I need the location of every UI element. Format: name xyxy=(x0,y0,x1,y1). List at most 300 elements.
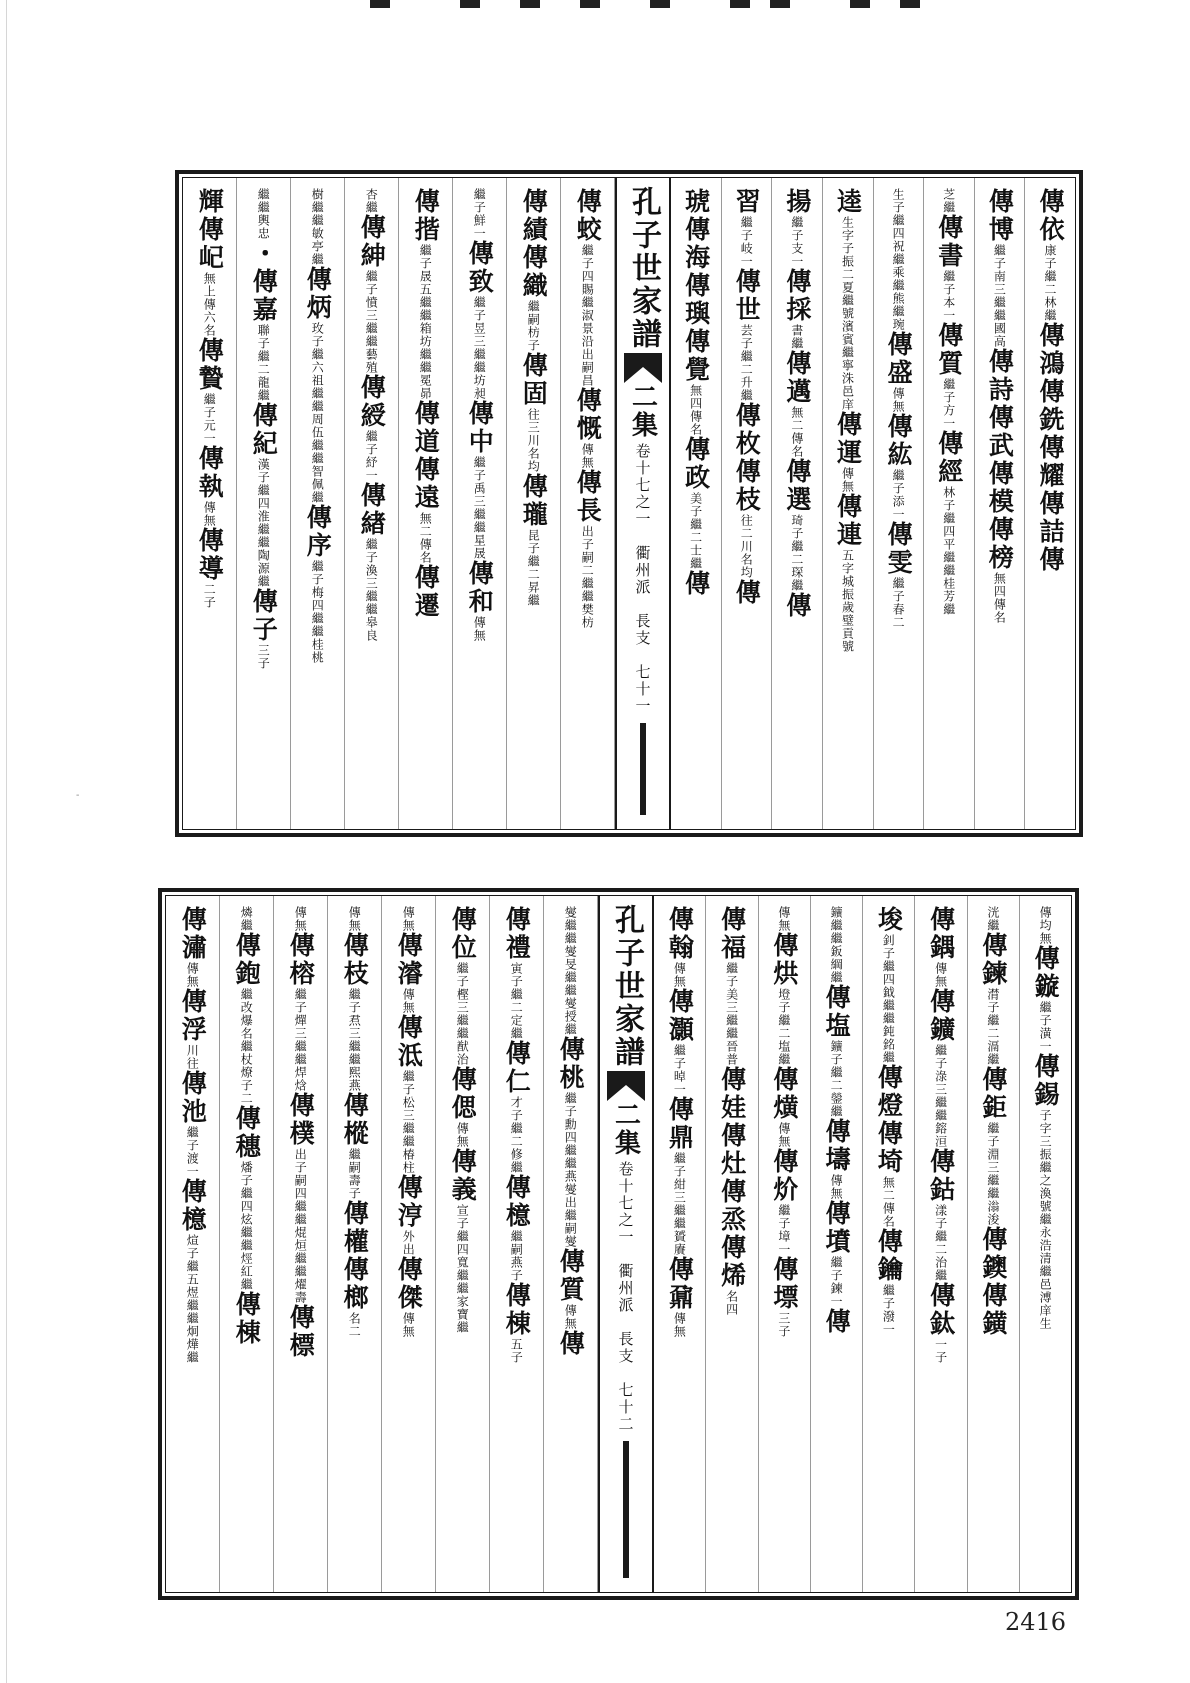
annotation-note: 傳名 xyxy=(789,432,804,458)
name-glyph: 傳 xyxy=(394,1174,424,1202)
name-glyph: 傳 xyxy=(822,984,852,1012)
name-glyph: 績 xyxy=(519,216,549,244)
annotation-note: 琛繼 xyxy=(789,566,804,592)
annotation-note: 繼繼 xyxy=(672,1204,687,1230)
annotation-note: 燎子 xyxy=(239,1066,254,1092)
genealogy-column xyxy=(722,178,773,829)
annotation-note: 梅四 xyxy=(310,586,325,612)
genealogy-entry xyxy=(395,906,423,1338)
annotation-note: 猷治 xyxy=(455,1040,470,1066)
annotation-note: 子振 xyxy=(840,242,855,268)
name-glyph: 燈 xyxy=(874,1092,904,1120)
annotation-note: 無四 xyxy=(992,572,1007,598)
name-glyph: 灶 xyxy=(717,1150,747,1178)
annotation-note: 繼子 xyxy=(472,456,487,482)
name-glyph: 詩 xyxy=(985,376,1015,404)
annotation-note: 祝繼 xyxy=(891,240,906,266)
name-glyph: 樸 xyxy=(286,1120,316,1148)
genealogy-column xyxy=(328,896,382,1592)
name-glyph: 銑 xyxy=(1035,406,1065,434)
name-glyph: 枝 xyxy=(732,486,762,514)
annotation-note: 龍繼 xyxy=(256,376,271,402)
name-glyph: ・ xyxy=(249,240,279,268)
annotation-note: 康子 xyxy=(1042,244,1057,270)
name-glyph: 鉅 xyxy=(978,1094,1008,1122)
name-glyph: 傳 xyxy=(833,493,863,521)
annotation-note: 三子 xyxy=(776,1312,791,1338)
annotation-note: 繼二 xyxy=(739,350,754,376)
annotation-note: 繼永 xyxy=(1038,1213,1053,1239)
name-glyph: 傳 xyxy=(357,374,387,402)
name-glyph: 傳 xyxy=(502,1174,532,1202)
annotation-note: 紅繼 xyxy=(239,1265,254,1291)
name-glyph: 烘 xyxy=(769,960,799,988)
name-glyph: 覺 xyxy=(681,356,711,384)
genealogy-entry xyxy=(682,188,710,598)
name-glyph: 瓏 xyxy=(519,501,549,529)
annotation-note: 繼子 xyxy=(933,1044,948,1070)
annotation-note: 繼六 xyxy=(310,348,325,374)
annotation-note: 傳無 xyxy=(776,906,791,932)
annotation-note: 方一 xyxy=(941,404,956,430)
annotation-note: 無四 xyxy=(688,384,703,410)
genealogy-entry xyxy=(834,188,862,653)
annotation-note: 焄三 xyxy=(347,1014,362,1040)
name-glyph: 傳 xyxy=(681,216,711,244)
name-glyph: 質 xyxy=(934,350,964,378)
annotation-note: 繼子 xyxy=(881,1284,896,1310)
annotation-note: 繼子 xyxy=(455,962,470,988)
upper-columns-right xyxy=(671,178,1075,829)
name-glyph: 鴻 xyxy=(1035,350,1065,378)
annotation-note: 繼繼 xyxy=(347,1040,362,1066)
annotation-note: 繼寧 xyxy=(840,346,855,372)
name-glyph: 傳 xyxy=(681,436,711,464)
annotation-note: 繼子 xyxy=(1038,1001,1053,1027)
name-glyph: 傳 xyxy=(822,1200,852,1228)
name-glyph: 武 xyxy=(985,432,1015,460)
name-glyph: 傳 xyxy=(978,1282,1008,1310)
annotation-note: 繼四 xyxy=(881,960,896,986)
name-glyph: 揚 xyxy=(782,188,812,216)
name-glyph: 傳 xyxy=(465,240,495,268)
name-glyph: 傳 xyxy=(833,411,863,439)
name-glyph: 傳 xyxy=(556,1036,586,1064)
genealogy-entry xyxy=(250,188,278,670)
annotation-note: 芳繼 xyxy=(941,590,956,616)
name-glyph: 傳 xyxy=(769,1148,799,1176)
annotation-note: 美子 xyxy=(688,492,703,518)
name-glyph: 依 xyxy=(1035,216,1065,244)
annotation-note: 五字 xyxy=(840,549,855,575)
genealogy-column xyxy=(811,896,863,1592)
annotation-note: 繼杖 xyxy=(239,1040,254,1066)
name-glyph: 傳 xyxy=(717,1234,747,1262)
annotation-note: 繼子 xyxy=(185,1126,200,1152)
name-glyph: 傳 xyxy=(502,906,532,934)
annotation-note: 焊焓 xyxy=(293,1066,308,1092)
name-glyph: 傳 xyxy=(340,1092,370,1120)
annotation-note: 出繼 xyxy=(563,1196,578,1222)
annotation-note: 繼子 xyxy=(985,1122,1000,1148)
name-glyph: 緖 xyxy=(357,510,387,538)
top-page-remnant xyxy=(350,0,930,20)
name-glyph: 義 xyxy=(448,1176,478,1204)
annotation-note: 滃浚 xyxy=(985,1200,1000,1226)
annotation-note: 川名 xyxy=(739,540,754,566)
name-glyph: 仁 xyxy=(502,1068,532,1096)
name-glyph: 塩 xyxy=(822,1012,852,1040)
annotation-note: 椿柱 xyxy=(401,1148,416,1174)
name-glyph: 位 xyxy=(448,934,478,962)
name-glyph: 傳 xyxy=(465,560,495,588)
annotation-note: 琬 xyxy=(891,318,906,331)
name-glyph: 傳 xyxy=(884,413,914,441)
name-glyph: 傳 xyxy=(717,1178,747,1206)
annotation-note: 燁繼 xyxy=(185,1338,200,1364)
annotation-note: 繼四 xyxy=(256,484,271,510)
annotation-note: 繼繼 xyxy=(724,1014,739,1040)
annotation-note: 勳四 xyxy=(563,1118,578,1144)
stray-mark: - xyxy=(76,790,80,801)
annotation-note: 沿出 xyxy=(580,335,595,361)
annotation-note: 繼二 xyxy=(985,1014,1000,1040)
name-glyph: 埼 xyxy=(874,1148,904,1176)
annotation-note: 繼五 xyxy=(185,1260,200,1286)
name-glyph: 桃 xyxy=(556,1064,586,1092)
annotation-note: 繼繼 xyxy=(985,1174,1000,1200)
genealogy-column xyxy=(915,896,967,1592)
annotation-note: 嗣二 xyxy=(580,551,595,577)
genealogy-entry xyxy=(875,906,903,1336)
genealogy-entry xyxy=(358,188,386,642)
genealogy-entry xyxy=(718,906,746,1316)
annotation-note: 庠 xyxy=(840,398,855,411)
name-glyph: 傳 xyxy=(681,328,711,356)
annotation-note: 繼繼 xyxy=(364,322,379,348)
name-glyph: 紀 xyxy=(249,430,279,458)
annotation-note: 繼子 xyxy=(941,378,956,404)
genealogy-column xyxy=(490,896,544,1592)
annotation-note: 繼二 xyxy=(933,1230,948,1256)
name-glyph: 傳 xyxy=(978,1066,1008,1094)
annotation-note: 鑛子 xyxy=(829,1040,844,1066)
annotation-note: 繼桂 xyxy=(941,564,956,590)
annotation-note: 三子 xyxy=(256,644,271,670)
annotation-note: 繼繼 xyxy=(933,1096,948,1122)
name-glyph: 壔 xyxy=(822,1146,852,1174)
name-glyph: 紳 xyxy=(357,242,387,270)
annotation-note: 傳名 xyxy=(881,1202,896,1228)
name-glyph: 傳 xyxy=(782,592,812,620)
annotation-note: 授繼 xyxy=(563,1010,578,1036)
annotation-note: 淑景 xyxy=(580,309,595,335)
annotation-note: 五子 xyxy=(509,1338,524,1364)
name-glyph: 傳 xyxy=(340,1256,370,1284)
annotation-note: 繼智 xyxy=(310,452,325,478)
name-glyph: 傳 xyxy=(985,348,1015,376)
name-glyph: 傳 xyxy=(926,988,956,1016)
name-glyph: 偲 xyxy=(448,1094,478,1122)
genealogy-entry xyxy=(783,188,811,620)
annotation-note: 繼子 xyxy=(563,1092,578,1118)
annotation-note: 傳無 xyxy=(580,443,595,469)
genealogy-entry xyxy=(196,188,224,609)
genealogy-column xyxy=(975,178,1026,829)
annotation-note: 繼繼 xyxy=(455,1014,470,1040)
genealogy-entry xyxy=(304,188,332,664)
name-glyph: 榔 xyxy=(340,1284,370,1312)
annotation-note: 治繼 xyxy=(933,1256,948,1282)
annotation-note: 貢號 xyxy=(840,627,855,653)
annotation-note: 二夏 xyxy=(840,268,855,294)
genealogy-entry xyxy=(233,906,261,1347)
name-glyph: 傳 xyxy=(178,1070,208,1098)
name-glyph: 璵 xyxy=(681,300,711,328)
name-glyph: 傳 xyxy=(519,473,549,501)
fish-tail-ornament xyxy=(624,353,662,383)
annotation-note: 坊昶 xyxy=(472,374,487,400)
annotation-note: 繼周 xyxy=(310,400,325,426)
annotation-note: 傳無 xyxy=(401,906,416,932)
name-glyph: 墂 xyxy=(769,1284,799,1312)
annotation-note: 鎣繼 xyxy=(829,1092,844,1118)
genealogy-column xyxy=(772,178,823,829)
lower-columns-left xyxy=(166,896,598,1592)
name-glyph: 耀 xyxy=(1035,462,1065,490)
annotation-note: 無二 xyxy=(789,406,804,432)
name-glyph: 熿 xyxy=(769,1094,799,1122)
name-glyph: 序 xyxy=(303,532,333,560)
annotation-note: 傳無 xyxy=(776,1122,791,1148)
name-glyph: 傳 xyxy=(926,906,956,934)
annotation-note: 名四 xyxy=(724,1290,739,1316)
name-glyph: 涥 xyxy=(394,1202,424,1230)
name-glyph: 傳 xyxy=(665,988,695,1016)
genealogy-entry xyxy=(449,906,477,1334)
genealogy-column xyxy=(561,178,615,829)
annotation-note: 傳無 xyxy=(829,1174,844,1200)
name-glyph: 傳 xyxy=(502,1282,532,1310)
annotation-note: 二 xyxy=(239,1092,254,1105)
name-glyph: 傳 xyxy=(303,504,333,532)
annotation-note: 岐一 xyxy=(739,242,754,268)
annotation-note: 生字 xyxy=(840,216,855,242)
annotation-note: 繼二 xyxy=(509,988,524,1014)
annotation-note: 洸繼 xyxy=(985,906,1000,932)
name-glyph: 模 xyxy=(985,488,1015,516)
annotation-note: 燐繼 xyxy=(239,906,254,932)
name-glyph: 傳 xyxy=(519,352,549,380)
annotation-note: 繼號 xyxy=(840,294,855,320)
annotation-note: 繼繼 xyxy=(472,348,487,374)
annotation-note: 繼子 xyxy=(364,270,379,296)
annotation-note: 傳無 xyxy=(202,501,217,527)
name-glyph: 鐄 xyxy=(978,1310,1008,1338)
annotation-note: 繼四 xyxy=(455,1230,470,1256)
annotation-note: 二子 xyxy=(202,583,217,609)
annotation-note: 均 xyxy=(526,460,541,473)
name-glyph: 傳 xyxy=(178,1178,208,1206)
annotation-note: 乘繼 xyxy=(891,266,906,292)
name-glyph: 炳 xyxy=(303,294,333,322)
name-glyph: 傑 xyxy=(394,1284,424,1312)
genealogy-entry xyxy=(557,906,585,1358)
name-glyph: 標 xyxy=(286,1332,316,1360)
genealogy-column xyxy=(237,178,291,829)
genealogy-entry xyxy=(466,188,494,642)
annotation-note: 繼子 xyxy=(891,577,906,603)
annotation-note: 繼二 xyxy=(776,1014,791,1040)
genealogy-entry xyxy=(341,906,369,1338)
name-glyph: 傳 xyxy=(573,387,603,415)
name-glyph: 傳 xyxy=(249,402,279,430)
annotation-note: 傳無 xyxy=(563,1304,578,1330)
annotation-note: 繼改 xyxy=(239,988,254,1014)
name-glyph: 棟 xyxy=(232,1319,262,1347)
annotation-note: 嗣昌 xyxy=(580,361,595,387)
annotation-note: 渙號 xyxy=(1038,1187,1053,1213)
name-glyph: 傳 xyxy=(732,402,762,430)
genealogy-entry xyxy=(503,906,531,1364)
name-glyph: 傳 xyxy=(985,516,1015,544)
name-glyph: 世 xyxy=(732,296,762,324)
annotation-note: 書繼 xyxy=(789,324,804,350)
annotation-note: 繼子 xyxy=(724,962,739,988)
name-glyph: 子 xyxy=(249,616,279,644)
annotation-note: 繼嗣 xyxy=(347,1148,362,1174)
genealogy-column xyxy=(823,178,874,829)
annotation-note: 繼二 xyxy=(829,1066,844,1092)
name-glyph: 輝 xyxy=(195,188,225,216)
name-glyph: 棟 xyxy=(502,1310,532,1338)
name-glyph: 傳 xyxy=(822,1308,852,1336)
name-glyph: 榕 xyxy=(286,960,316,988)
genealogy-entry xyxy=(412,188,440,620)
name-glyph: 傳 xyxy=(985,188,1015,216)
name-glyph: 鉋 xyxy=(232,960,262,988)
annotation-note: 均 xyxy=(739,566,754,579)
fish-tail-ornament xyxy=(607,1071,645,1101)
name-glyph: 福 xyxy=(717,934,747,962)
name-glyph: 傳 xyxy=(232,932,262,960)
annotation-note: 輿忠 xyxy=(256,214,271,240)
annotation-note: 歲璧 xyxy=(840,601,855,627)
annotation-note: 繼繼 xyxy=(310,612,325,638)
annotation-note: 紓一 xyxy=(364,456,379,482)
annotation-note: 繼四 xyxy=(941,512,956,538)
genealogy-panel-upper xyxy=(175,170,1083,837)
annotation-note: 繼子四 xyxy=(580,244,595,283)
annotation-note: 潑一 xyxy=(881,1310,896,1336)
name-glyph: 傳 xyxy=(934,430,964,458)
name-glyph: 傳 xyxy=(394,932,424,960)
annotation-note: 繼二 xyxy=(789,540,804,566)
annotation-note: 繼子 xyxy=(364,430,379,456)
name-glyph: 傳 xyxy=(357,482,387,510)
annotation-note: 寅子 xyxy=(509,962,524,988)
annotation-note: 潢一 xyxy=(1038,1027,1053,1053)
annotation-note: 寬繼 xyxy=(455,1256,470,1282)
annotation-note: 繼家 xyxy=(455,1282,470,1308)
genealogy-entry xyxy=(733,188,761,607)
name-glyph: 傳 xyxy=(934,214,964,242)
annotation-note: 傳無 xyxy=(185,962,200,988)
name-glyph: 揩 xyxy=(411,216,441,244)
annotation-note: 憤三 xyxy=(364,296,379,322)
name-glyph: 榜 xyxy=(985,544,1015,572)
annotation-note: 繼繼 xyxy=(580,577,595,603)
annotation-note: 紺三 xyxy=(672,1178,687,1204)
annotation-note: 傳無 xyxy=(347,906,362,932)
annotation-note: 芸子 xyxy=(739,324,754,350)
annotation-note: 燮繼 xyxy=(563,906,578,932)
annotation-note: 林繼 xyxy=(1042,296,1057,322)
name-glyph: 炌 xyxy=(769,1176,799,1204)
annotation-note: 生 xyxy=(1038,1317,1053,1330)
name-glyph: 傳 xyxy=(303,266,333,294)
annotation-note: 煊子 xyxy=(185,1234,200,1260)
name-glyph: 鑰 xyxy=(874,1256,904,1284)
annotation-note: 繼子 xyxy=(739,216,754,242)
name-glyph: 傳 xyxy=(978,1226,1008,1254)
genealogy-entry xyxy=(823,906,851,1336)
lower-spine-title: 孔子世家譜 xyxy=(609,904,644,1069)
annotation-note: 昱三 xyxy=(472,322,487,348)
name-glyph: 邁 xyxy=(782,378,812,406)
name-glyph: 傳 xyxy=(985,460,1015,488)
name-glyph: 傳 xyxy=(1035,546,1065,574)
name-glyph: 傳 xyxy=(232,1291,262,1319)
name-glyph: 傳 xyxy=(340,1200,370,1228)
annotation-note: 鉞繼 xyxy=(881,986,896,1012)
annotation-note: 杏繼 xyxy=(364,188,379,214)
annotation-note: 傳無 xyxy=(401,1312,416,1338)
name-glyph: 傳 xyxy=(1035,490,1065,518)
name-glyph: 傳 xyxy=(1035,322,1065,350)
annotation-note: 桂桃 xyxy=(310,638,325,664)
annotation-note: 玫子 xyxy=(310,322,325,348)
annotation-note: 往二 xyxy=(739,514,754,540)
name-glyph: 紘 xyxy=(884,441,914,469)
name-glyph: 傳 xyxy=(249,268,279,296)
genealogy-entry xyxy=(927,906,955,1364)
name-glyph: 傳 xyxy=(1035,378,1065,406)
name-glyph: 傳 xyxy=(411,456,441,484)
name-glyph: 錫 xyxy=(1031,1081,1061,1109)
annotation-note: 濱賓 xyxy=(840,320,855,346)
annotation-note: 漢子 xyxy=(256,458,271,484)
name-glyph: 傳 xyxy=(411,564,441,592)
name-glyph: 執 xyxy=(195,473,225,501)
annotation-note: 洙邑 xyxy=(840,372,855,398)
genealogy-column xyxy=(345,178,399,829)
annotation-note: 國高 xyxy=(992,322,1007,348)
annotation-note: 熙燕 xyxy=(347,1066,362,1092)
name-glyph: 鼎 xyxy=(665,1124,695,1152)
annotation-note: 無二 xyxy=(418,512,433,538)
name-glyph: 傳 xyxy=(394,1014,424,1042)
name-glyph: 翰 xyxy=(665,934,695,962)
annotation-note: 繼繼 xyxy=(992,296,1007,322)
name-glyph: 鏇 xyxy=(1031,973,1061,1001)
annotation-note: 繼燮 xyxy=(563,984,578,1010)
annotation-note: 繼嗣 xyxy=(509,1230,524,1256)
genealogy-column xyxy=(453,178,507,829)
annotation-note: 無二 xyxy=(881,1176,896,1202)
annotation-note: 繼二 xyxy=(526,555,541,581)
genealogy-column xyxy=(654,896,706,1592)
